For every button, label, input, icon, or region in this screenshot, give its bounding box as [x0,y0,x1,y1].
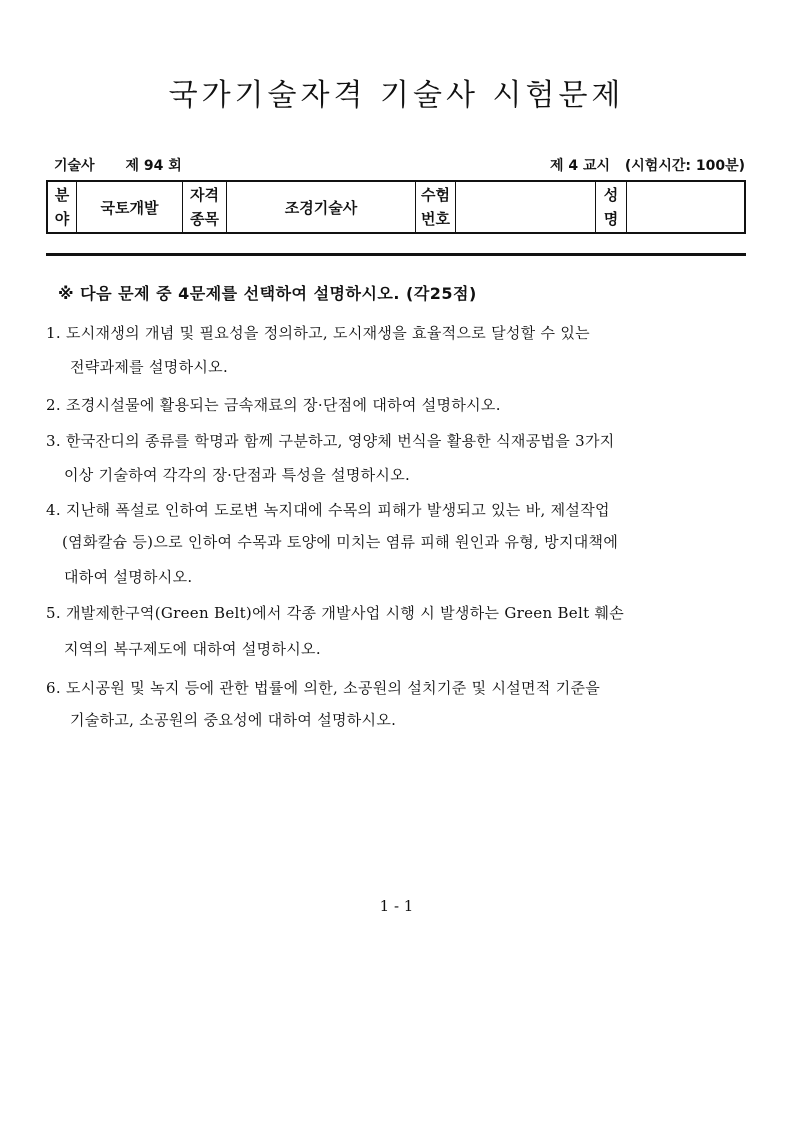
question-1-line-2: 전략과제를 설명하시오. [70,358,229,376]
exam-no-label-cell [416,182,456,232]
exam-round: 제 94 회 [125,158,182,174]
question-1-line-1: 1. 도시재생의 개념 및 필요성을 정의하고, 도시재생을 효율적으로 달성할 수 있는 [46,324,590,342]
name-label-line2: 명 [603,210,619,228]
question-2-line-1: 2. 조경시설물에 활용되는 금속재료의 장·단점에 대하여 설명하시오. [46,396,501,414]
exam-no-label-line1: 수험 [421,186,450,204]
exam-info-table [46,180,746,234]
name-label-cell [596,182,627,232]
exam-category-label: 기술사 [54,158,95,174]
qual-label-cell [183,182,227,232]
question-6-line-2: 기술하고, 소공원의 중요성에 대하여 설명하시오. [70,711,397,729]
question-5-line-1: 5. 개발제한구역(Green Belt)에서 각종 개발사업 시행 시 발생하는 Green Belt 훼손 [46,604,625,622]
question-4-line-3: 대하여 설명하시오. [64,568,193,586]
field-value-cell [77,182,183,232]
instruction-text: ※ 다음 문제 중 4문제를 선택하여 설명하시오. (각25점) [58,284,477,303]
exam-category [54,155,208,175]
name-field[interactable] [627,182,744,232]
field-label-cell [48,182,77,232]
question-6-line-1: 6. 도시공원 및 녹지 등에 관한 법률에 의한, 소공원의 설치기준 및 시설면적 기준을 [46,679,601,697]
question-3-line-1: 3. 한국잔디의 종류를 학명과 함께 구분하고, 영양체 번식을 활용한 식재공법을 3가지 [46,432,615,450]
question-4-line-1: 4. 지난해 폭설로 인하여 도로변 녹지대에 수목의 피해가 발생되고 있는 바, 제설작업 [46,501,610,519]
exam-no-label-line2: 번호 [421,210,450,228]
qual-label-line1: 자격 [190,186,219,204]
page-number: 1 - 1 [379,897,414,915]
name-label-line1: 성 [603,186,619,204]
divider-rule [46,253,746,256]
page-title: 국가기술자격 기술사 시험문제 [168,78,625,113]
field-label-line2: 야 [54,210,70,228]
qual-value: 조경기술사 [284,198,358,217]
field-value: 국토개발 [100,198,159,217]
exam-time: (시험시간: 100분) [624,158,745,174]
exam-period: 제 4 교시 [549,158,610,174]
question-4-line-2: (염화칼슘 등)으로 인하여 수목과 토양에 미치는 염류 피해 원인과 유형, 방지대책에 [62,533,619,551]
field-label-line1: 분 [54,186,70,204]
exam-no-field[interactable] [456,182,596,232]
question-3-line-2: 이상 기술하여 각각의 장·단점과 특성을 설명하시오. [64,466,411,484]
exam-period-info [540,155,745,175]
question-5-line-2: 지역의 복구제도에 대하여 설명하시오. [64,640,321,658]
qual-value-cell [227,182,416,232]
qual-label-line2: 종목 [190,210,219,228]
